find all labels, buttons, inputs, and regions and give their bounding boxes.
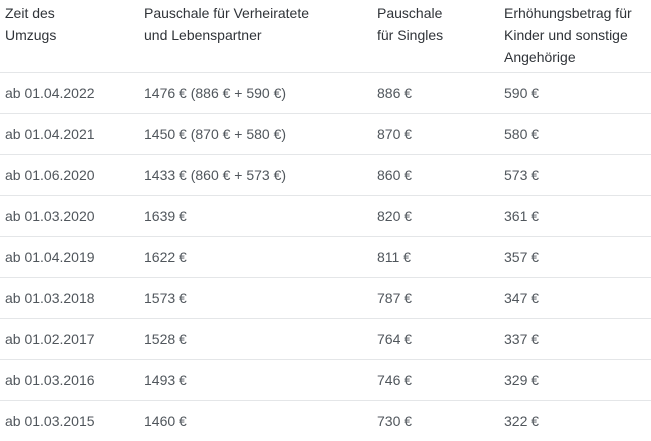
cell-verheiratete: 1460 € bbox=[144, 413, 187, 429]
cell-singles: 886 € bbox=[377, 85, 413, 101]
header-verheiratete: Pauschale für Verheiratete und Lebenspartner bbox=[144, 5, 309, 43]
cell-verheiratete: 1493 € bbox=[144, 372, 187, 388]
cell-erhoehungsbetrag: 322 € bbox=[504, 413, 540, 429]
table-row bbox=[0, 196, 651, 237]
table-row bbox=[0, 73, 651, 114]
cell-verheiratete: 1433 € (860 € + 573 €) bbox=[144, 167, 287, 183]
cell-erhoehungsbetrag: 573 € bbox=[504, 167, 540, 183]
cell-singles: 764 € bbox=[377, 331, 413, 347]
table-row bbox=[0, 360, 651, 401]
cell-zeit: ab 01.03.2018 bbox=[5, 290, 95, 306]
cell-singles: 870 € bbox=[377, 126, 413, 142]
cell-verheiratete: 1639 € bbox=[144, 208, 187, 224]
cell-zeit: ab 01.02.2017 bbox=[5, 331, 95, 347]
table-row bbox=[0, 319, 651, 360]
cell-zeit: ab 01.03.2015 bbox=[5, 413, 95, 429]
cell-singles: 811 € bbox=[377, 249, 411, 265]
cell-verheiratete: 1476 € (886 € + 590 €) bbox=[144, 85, 287, 101]
cell-erhoehungsbetrag: 357 € bbox=[504, 249, 540, 265]
cell-erhoehungsbetrag: 580 € bbox=[504, 126, 540, 142]
header-zeit: Zeit des Umzugs bbox=[5, 5, 57, 43]
cell-singles: 787 € bbox=[377, 290, 413, 306]
cell-erhoehungsbetrag: 337 € bbox=[504, 331, 540, 347]
cell-zeit: ab 01.03.2020 bbox=[5, 208, 95, 224]
table-row bbox=[0, 278, 651, 319]
cell-singles: 746 € bbox=[377, 372, 413, 388]
table-header bbox=[0, 0, 651, 73]
cell-verheiratete: 1450 € (870 € + 580 €) bbox=[144, 126, 287, 142]
cell-erhoehungsbetrag: 329 € bbox=[504, 372, 540, 388]
cell-verheiratete: 1622 € bbox=[144, 249, 187, 265]
cell-zeit: ab 01.04.2022 bbox=[5, 85, 95, 101]
cell-zeit: ab 01.04.2019 bbox=[5, 249, 95, 265]
cell-zeit: ab 01.03.2016 bbox=[5, 372, 95, 388]
cell-verheiratete: 1573 € bbox=[144, 290, 187, 306]
cell-zeit: ab 01.06.2020 bbox=[5, 167, 95, 183]
table-row bbox=[0, 114, 651, 155]
header-erhoehungsbetrag: Erhöhungsbetrag für Kinder und sonstige Angehörige bbox=[504, 5, 632, 65]
cell-erhoehungsbetrag: 361 € bbox=[504, 208, 540, 224]
cell-singles: 860 € bbox=[377, 167, 413, 183]
cell-erhoehungsbetrag: 347 € bbox=[504, 290, 540, 306]
cell-singles: 820 € bbox=[377, 208, 413, 224]
cell-zeit: ab 01.04.2021 bbox=[5, 126, 95, 142]
cell-singles: 730 € bbox=[377, 413, 413, 429]
header-singles: Pauschale für Singles bbox=[377, 5, 444, 43]
table-row bbox=[0, 237, 651, 278]
table-row bbox=[0, 401, 651, 441]
cell-erhoehungsbetrag: 590 € bbox=[504, 85, 540, 101]
cell-verheiratete: 1528 € bbox=[144, 331, 187, 347]
table-row bbox=[0, 155, 651, 196]
